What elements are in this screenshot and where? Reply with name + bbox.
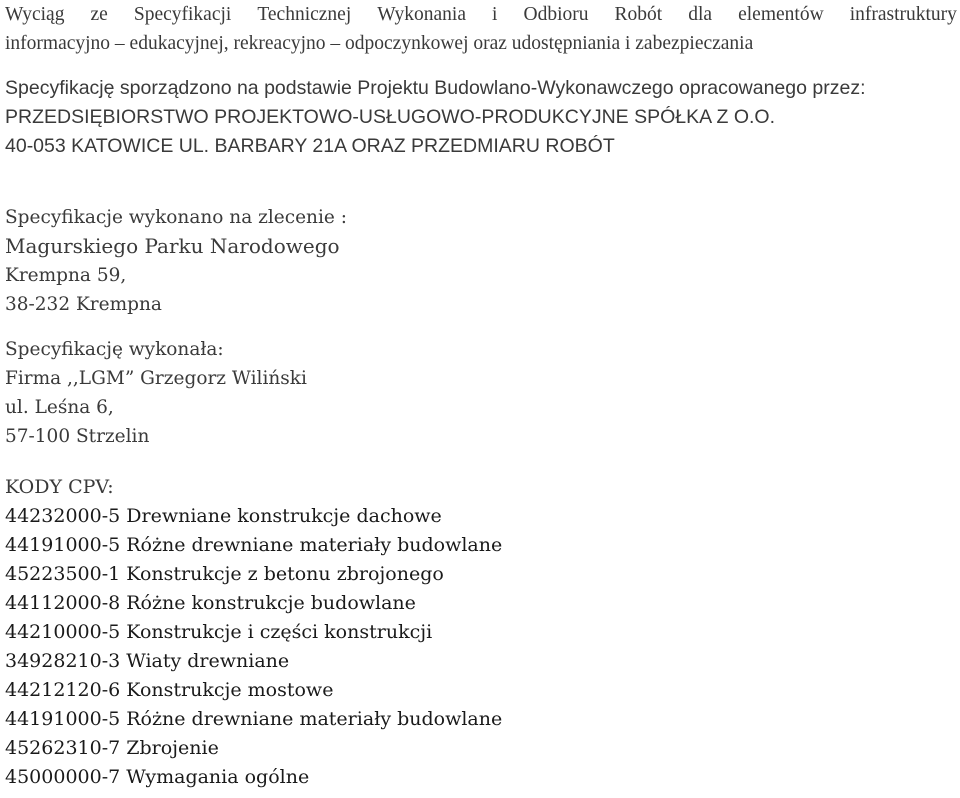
header-line-1 xyxy=(5,0,957,29)
document-header xyxy=(5,0,957,58)
cpv-item: 44191000-5 Różne drewniane materiały budowlane xyxy=(5,708,503,730)
cpv-item: 44210000-5 Konstrukcje i części konstrukcji xyxy=(5,621,433,643)
header-word: infrastruktury xyxy=(849,4,957,25)
header-word: dla xyxy=(688,4,713,25)
client-intro: Specyfikacje wykonano na zlecenie : xyxy=(5,207,347,228)
cpv-title: KODY CPV: xyxy=(5,476,114,498)
author-address-1: ul. Leśna 6, xyxy=(5,397,114,418)
cpv-block xyxy=(5,473,957,792)
spacer xyxy=(5,451,957,473)
cpv-item: 44232000-5 Drewniane konstrukcje dachowe xyxy=(5,505,442,527)
client-block xyxy=(5,203,957,319)
header-word: Wyciąg xyxy=(5,4,65,25)
cpv-item: 45262310-7 Zbrojenie xyxy=(5,737,219,759)
author-name: Firma ,,LGM” Grzegorz Wiliński xyxy=(5,368,307,389)
author-intro: Specyfikację wykonała: xyxy=(5,339,224,360)
header-word: Odbioru xyxy=(523,4,589,25)
cpv-item: 44191000-5 Różne drewniane materiały budowlane xyxy=(5,534,503,556)
header-word: elementów xyxy=(738,4,824,25)
author-address-2: 57-100 Strzelin xyxy=(5,426,150,447)
spacer xyxy=(5,319,957,335)
header-line-2: informacyjno – edukacyjnej, rekreacyjno – odpoczynkowej oraz udostępniania i zabezpieczania xyxy=(5,33,754,54)
header-word: Robót xyxy=(614,4,663,25)
spacer xyxy=(5,161,957,203)
prepared-intro: Specyfikację sporządzono na podstawie Projektu Budowlano-Wykonawczego opracowanego przez: xyxy=(5,77,866,99)
cpv-item: 44212120-6 Konstrukcje mostowe xyxy=(5,679,334,701)
cpv-item: 34928210-3 Wiaty drewniane xyxy=(5,650,290,672)
header-word: Specyfikacji xyxy=(133,4,232,25)
cpv-item: 45223500-1 Konstrukcje z betonu zbrojonego xyxy=(5,563,444,585)
header-word: i xyxy=(492,4,498,25)
document-page xyxy=(5,0,957,792)
cpv-item: 44112000-8 Różne konstrukcje budowlane xyxy=(5,592,416,614)
spacer xyxy=(5,58,957,74)
author-block xyxy=(5,335,957,451)
client-address-2: 38-232 Krempna xyxy=(5,294,162,315)
prepared-by-block xyxy=(5,74,957,161)
cpv-item: 45000000-7 Wymagania ogólne xyxy=(5,766,310,788)
prepared-address: 40-053 KATOWICE UL. BARBARY 21A ORAZ PRZEDMIARU ROBÓT xyxy=(5,135,615,157)
header-word: Technicznej xyxy=(257,4,352,25)
prepared-company: PRZEDSIĘBIORSTWO PROJEKTOWO-USŁUGOWO-PRODUKCYJNE SPÓŁKA Z O.O. xyxy=(5,106,775,128)
client-address-1: Krempna 59, xyxy=(5,265,127,286)
client-name: Magurskiego Parku Narodowego xyxy=(5,234,340,258)
header-word: ze xyxy=(90,4,108,25)
header-word: Wykonania xyxy=(377,4,467,25)
